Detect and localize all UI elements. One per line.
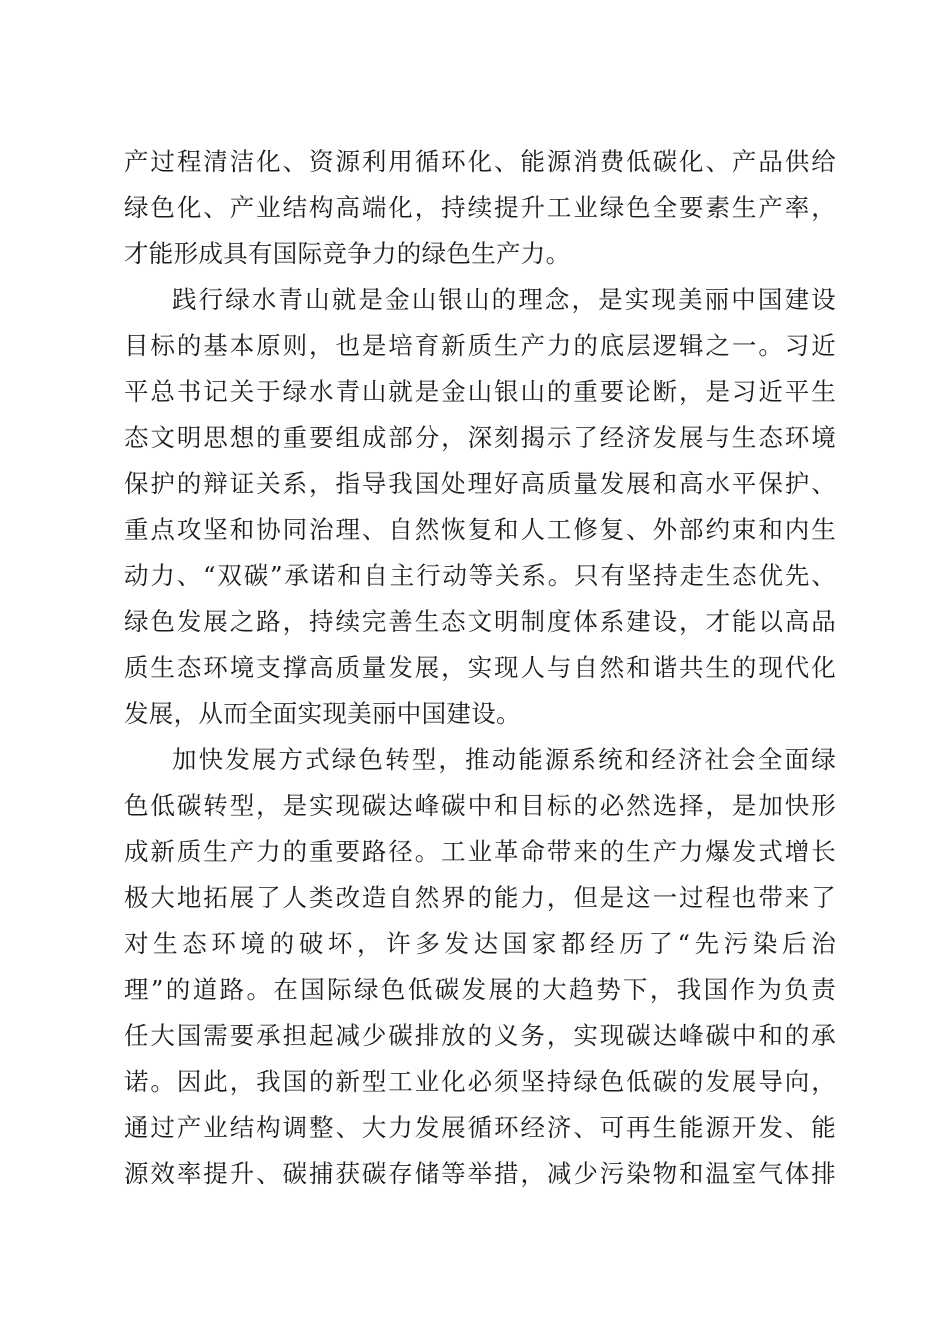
text-line: 源效率提升、碳捕获碳存储等举措，减少污染物和温室气体排	[124, 1159, 836, 1188]
text-line: 保护的辩证关系，指导我国处理好高质量发展和高水平保护、	[124, 469, 836, 498]
text-line: 绿色发展之路，持续完善生态文明制度体系建设，才能以高品	[124, 607, 836, 636]
text-line: 态文明思想的重要组成部分，深刻揭示了经济发展与生态环境	[124, 423, 836, 452]
text-line: 成新质生产力的重要路径。工业革命带来的生产力爆发式增长	[124, 837, 836, 866]
text-line: 色低碳转型，是实现碳达峰碳中和目标的必然选择，是加快形	[124, 791, 836, 820]
text-line: 产过程清洁化、资源利用循环化、能源消费低碳化、产品供给	[124, 147, 836, 176]
text-line: 发展，从而全面实现美丽中国建设。	[124, 699, 521, 728]
text-line: 任大国需要承担起减少碳排放的义务，实现碳达峰碳中和的承	[124, 1021, 836, 1050]
text-line: 动力、“双碳”承诺和自主行动等关系。只有坚持走生态优先、	[124, 561, 836, 590]
text-line: 诺。因此，我国的新型工业化必须坚持绿色低碳的发展导向，	[124, 1067, 836, 1096]
text-line: 极大地拓展了人类改造自然界的能力，但是这一过程也带来了	[124, 883, 836, 912]
text-line: 对生态环境的破坏，许多发达国家都经历了“先污染后治	[124, 929, 836, 958]
paragraph-first-line: 加快发展方式绿色转型，推动能源系统和经济社会全面绿	[172, 745, 836, 774]
text-line: 目标的基本原则，也是培育新质生产力的底层逻辑之一。习近	[124, 331, 836, 360]
text-line: 才能形成具有国际竞争力的绿色生产力。	[124, 239, 571, 268]
text-line: 绿色化、产业结构高端化，持续提升工业绿色全要素生产率，	[124, 193, 836, 222]
text-line: 重点攻坚和协同治理、自然恢复和人工修复、外部约束和内生	[124, 515, 836, 544]
text-line: 通过产业结构调整、大力发展循环经济、可再生能源开发、能	[124, 1113, 836, 1142]
paragraph-first-line: 践行绿水青山就是金山银山的理念，是实现美丽中国建设	[172, 285, 836, 314]
text-line: 理”的道路。在国际绿色低碳发展的大趋势下，我国作为负责	[124, 975, 836, 1004]
text-line: 平总书记关于绿水青山就是金山银山的重要论断，是习近平生	[124, 377, 836, 406]
text-line: 质生态环境支撑高质量发展，实现人与自然和谐共生的现代化	[124, 653, 836, 682]
